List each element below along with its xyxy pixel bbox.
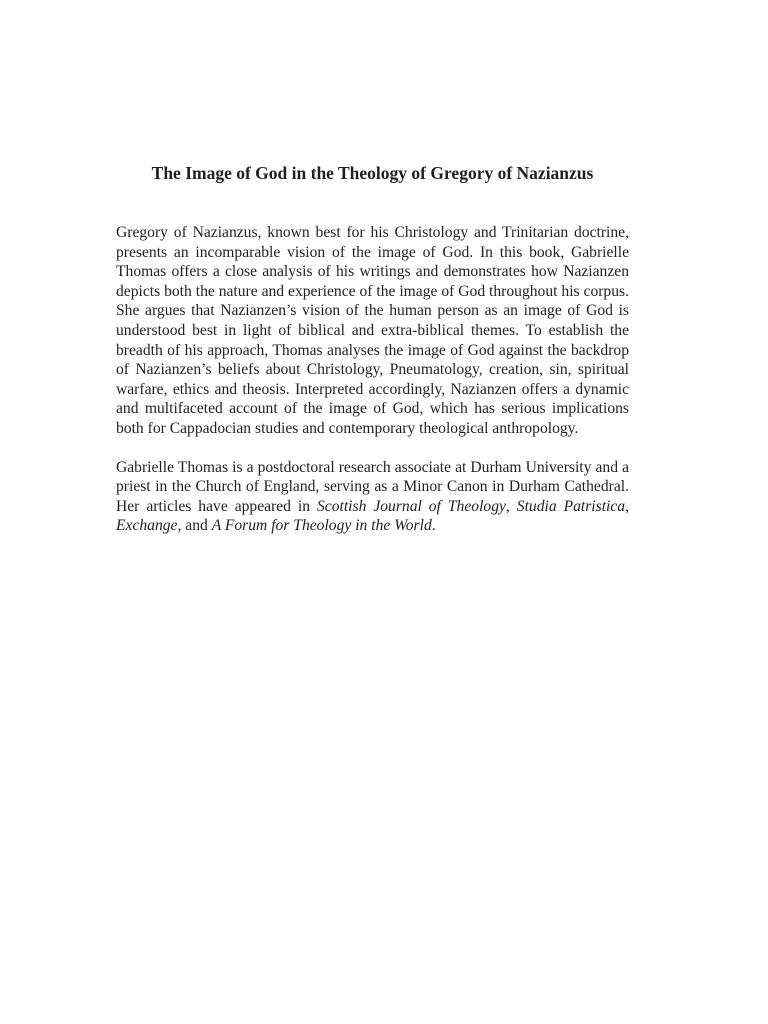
separator: , and: [177, 517, 212, 535]
separator: ,: [505, 497, 517, 515]
separator: ,: [625, 497, 629, 515]
journal-title: Scottish Journal of Theology: [317, 497, 506, 515]
half-title-page: [116, 160, 629, 536]
separator: .: [431, 517, 436, 535]
author-bio-text: Gabrielle Thomas is a postdoctoral research associate at Durham University and a priest in the Church of England, serving as a Minor Canon in Durham Cathedral. Her articles have appeared in: [116, 458, 629, 515]
book-description: Gregory of Nazianzus, known best for his Christology and Trinitarian doctrine, presents an incomparable vision of the image of God. In this book, Gabrielle Thomas offers a close analysis of his writings and demonstrates how Nazianzen depicts both the nature and experience of the image of God throughout his corpus. She argues that Nazianzen’s vision of the human person as an image of God is understood best in light of biblical and extra-biblical themes. To establish the breadth of his approach, Thomas analyses the image of God against the backdrop of Nazianzen’s beliefs about Christology, Pneumatology, creation, sin, spiritual warfare, ethics and theosis. Interpreted accordingly, Nazianzen offers a dynamic and multifaceted account of the image of God, which has serious implications both for Cappadocian studies and contemporary theological anthropology.: [116, 224, 629, 437]
book-title: The Image of God in the Theology of Gregory of Nazianzus: [151, 163, 594, 183]
journal-title: A Forum for Theology in the World: [211, 517, 432, 535]
journal-title: Studia Patristica: [516, 497, 626, 515]
author-bio: [116, 458, 629, 536]
journal-title: Exchange: [116, 517, 178, 535]
